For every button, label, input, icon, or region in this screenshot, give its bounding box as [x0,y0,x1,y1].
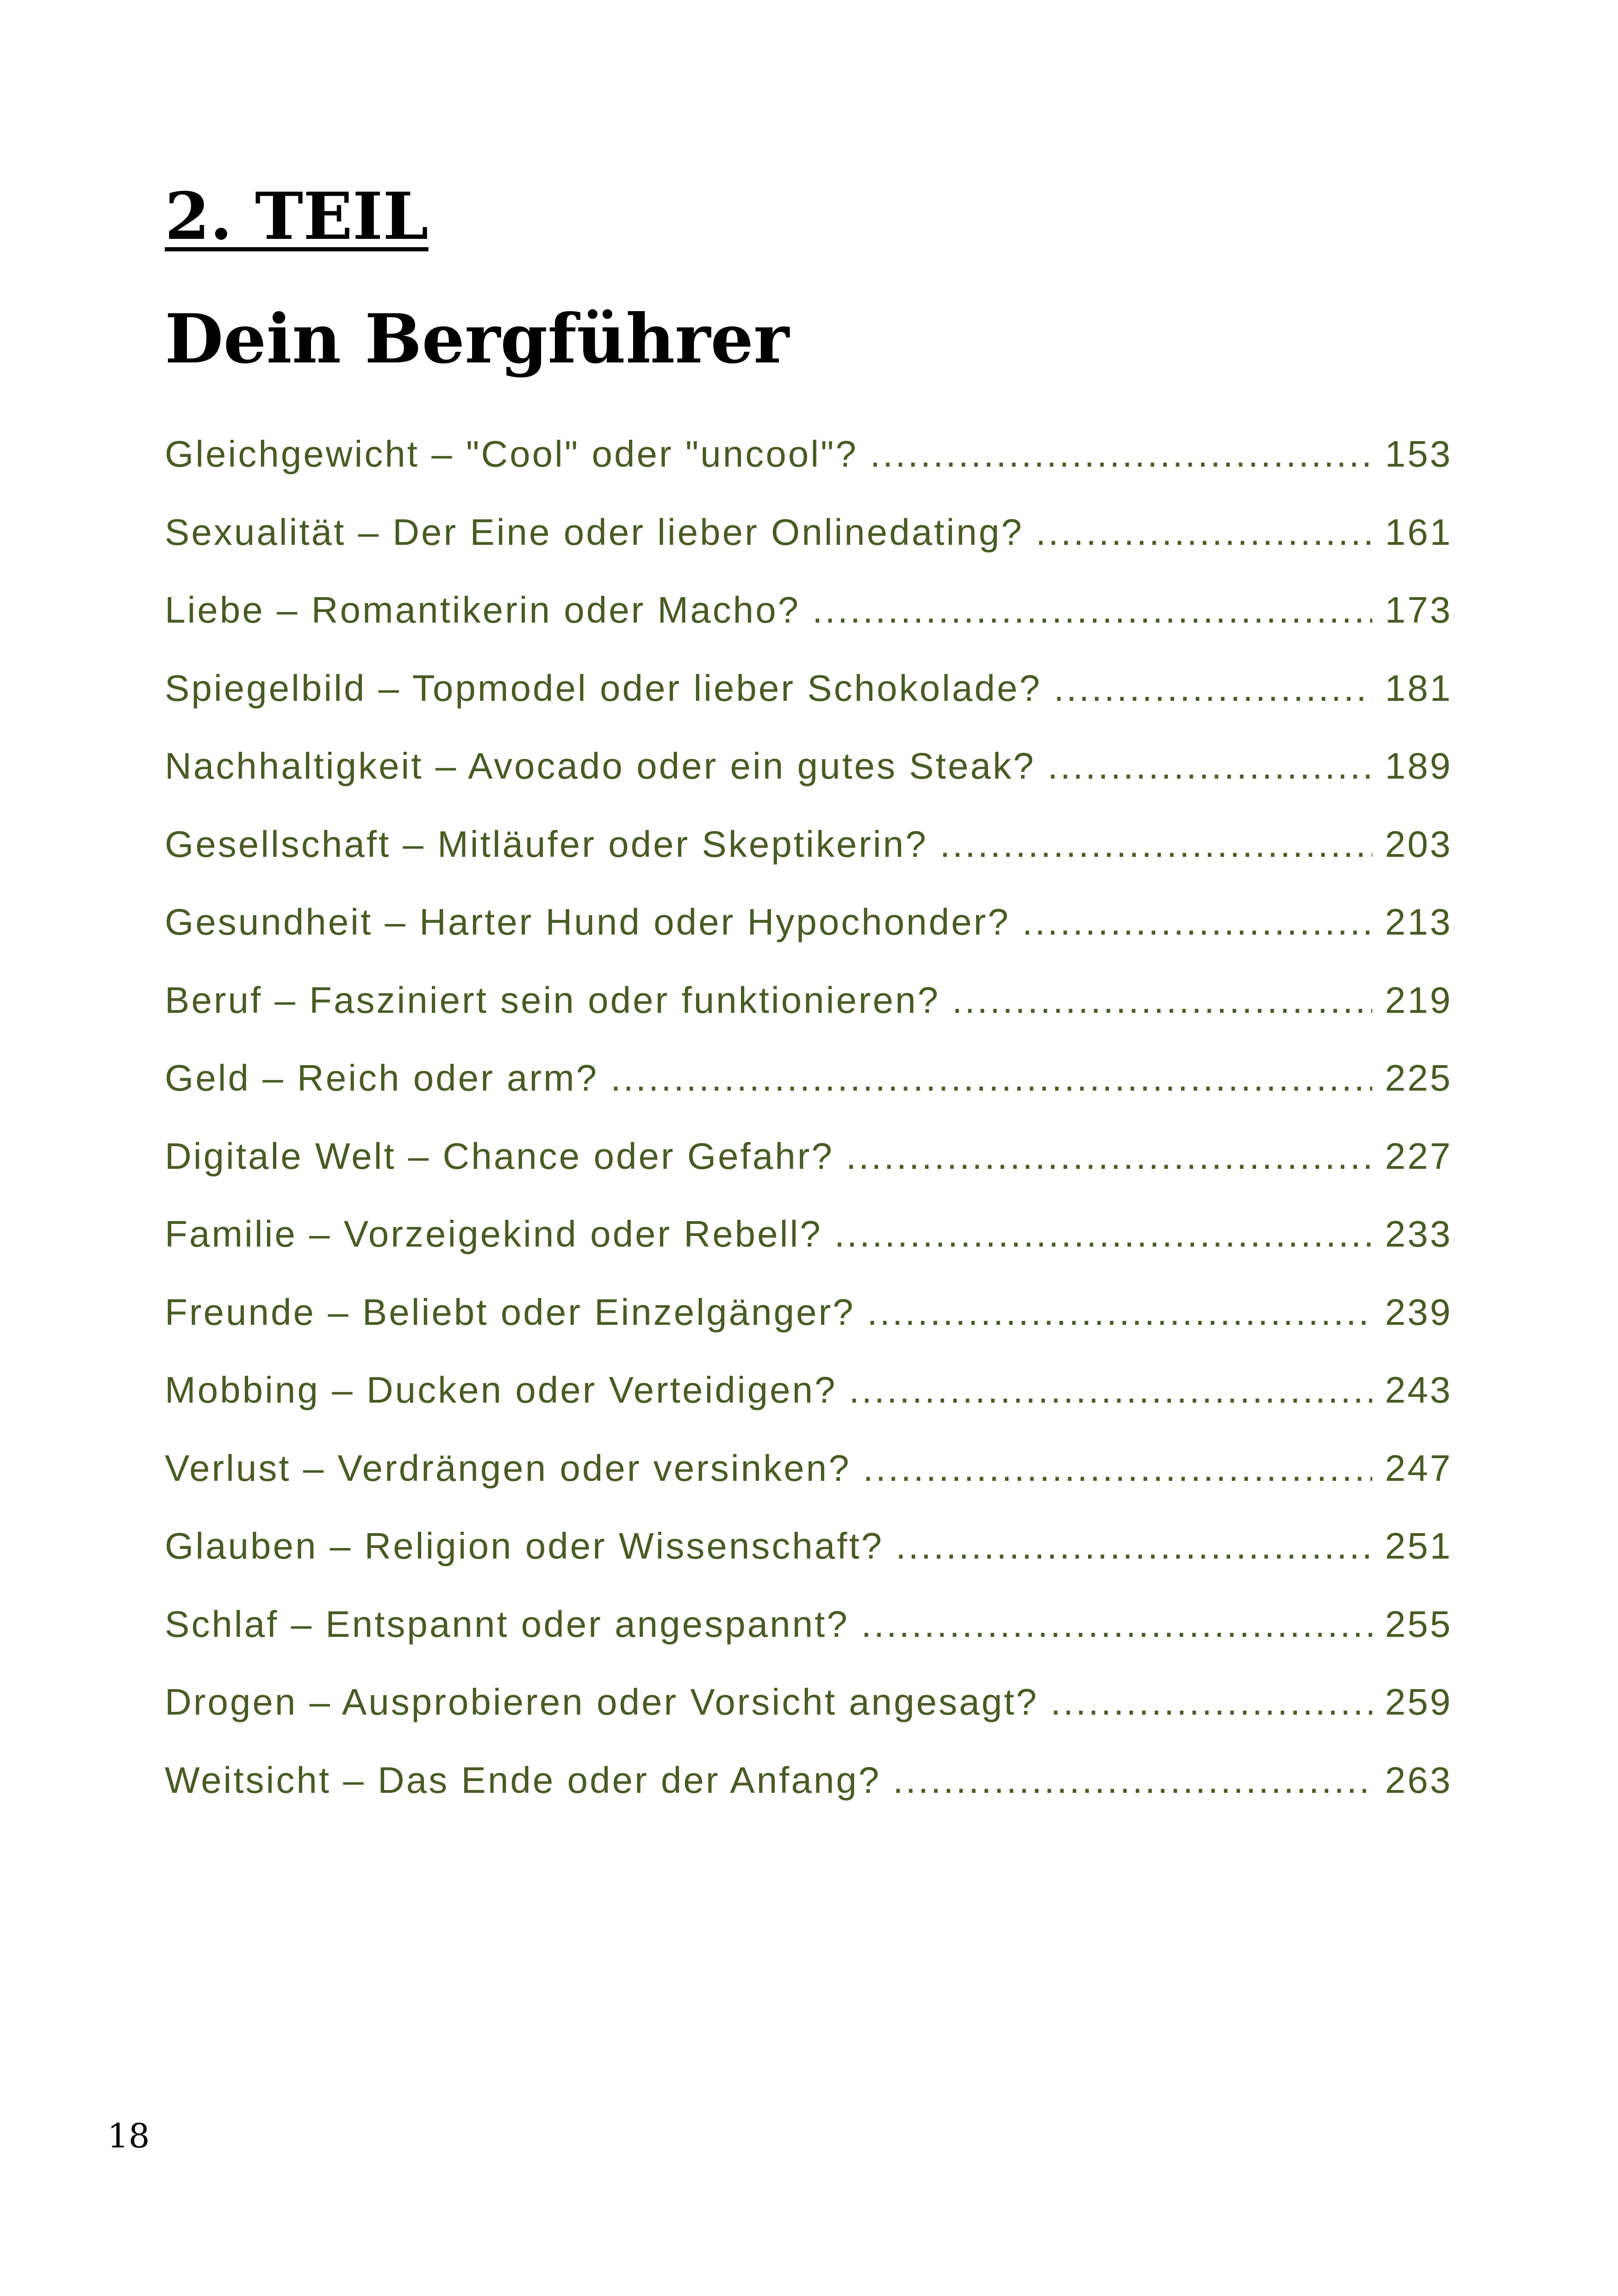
toc-entry[interactable] [165,901,1452,979]
toc-dot-leader [896,1525,1372,1567]
toc-entry-title: Drogen – Ausprobieren oder Vorsicht angesagt? [165,1681,1039,1722]
toc-entry-title: Gesellschaft – Mitläufer oder Skeptikerin? [165,823,928,865]
toc-entry-title: Gesundheit – Harter Hund oder Hypochonder? [165,901,1010,942]
toc-entry[interactable] [165,1369,1452,1447]
toc-entry[interactable] [165,1681,1452,1759]
toc-entry-title: Geld – Reich oder arm? [165,1057,599,1098]
toc-entry[interactable] [165,1525,1452,1603]
toc-entry-page: 213 [1385,901,1452,942]
toc-dot-leader [1022,901,1372,943]
toc-entry[interactable] [165,1057,1452,1135]
toc-entry[interactable] [165,433,1452,511]
toc-entry[interactable] [165,1759,1452,1837]
toc-entry[interactable] [165,667,1452,745]
toc-dot-leader [610,1057,1372,1099]
toc-entry[interactable] [165,823,1452,901]
toc-dot-leader [812,589,1372,631]
toc-entry-title: Verlust – Verdrängen oder versinken? [165,1447,851,1489]
toc-dot-leader [952,979,1372,1022]
toc-entry-page: 239 [1385,1291,1452,1333]
toc-entry[interactable] [165,511,1452,589]
toc-dot-leader [870,433,1372,475]
toc-entry[interactable] [165,589,1452,667]
section-heading: Dein Bergführer [165,299,790,379]
toc-entry-page: 259 [1385,1681,1452,1722]
toc-entry-page: 189 [1385,745,1452,786]
toc-entry-page: 233 [1385,1213,1452,1254]
toc-dot-leader [1051,1681,1372,1723]
table-of-contents [165,433,1452,1837]
toc-entry-title: Mobbing – Ducken oder Verteidigen? [165,1369,837,1410]
toc-entry-title: Familie – Vorzeigekind oder Rebell? [165,1213,822,1254]
toc-entry-title: Nachhaltigkeit – Avocado oder ein gutes Steak? [165,745,1036,786]
toc-dot-leader [940,823,1372,866]
toc-entry-page: 251 [1385,1525,1452,1566]
toc-entry-title: Weitsicht – Das Ende oder der Anfang? [165,1759,881,1801]
toc-entry-title: Liebe – Romantikerin oder Macho? [165,589,801,630]
toc-dot-leader [893,1759,1372,1802]
toc-entry-page: 263 [1385,1759,1452,1801]
toc-entry-title: Freunde – Beliebt oder Einzelgänger? [165,1291,855,1333]
toc-entry-title: Sexualität – Der Eine oder lieber Onlinedating? [165,511,1024,553]
toc-entry-page: 173 [1385,589,1452,630]
toc-entry-page: 153 [1385,433,1452,474]
page-number: 18 [107,2116,150,2155]
toc-entry[interactable] [165,1291,1452,1369]
toc-entry-title: Digitale Welt – Chance oder Gefahr? [165,1135,834,1177]
toc-dot-leader [861,1603,1372,1646]
toc-entry-title: Spiegelbild – Topmodel oder lieber Schokolade? [165,667,1042,709]
toc-dot-leader [1054,667,1372,710]
toc-entry-page: 203 [1385,823,1452,865]
toc-entry-page: 181 [1385,667,1452,709]
toc-entry-title: Gleichgewicht – "Cool" oder "uncool"? [165,433,858,474]
toc-dot-leader [1047,745,1372,787]
toc-entry[interactable] [165,1447,1452,1525]
toc-entry-page: 243 [1385,1369,1452,1410]
toc-entry[interactable] [165,1603,1452,1681]
toc-entry-page: 225 [1385,1057,1452,1098]
toc-entry-title: Schlaf – Entspannt oder angespannt? [165,1603,849,1645]
toc-dot-leader [867,1291,1372,1334]
toc-entry-page: 227 [1385,1135,1452,1177]
toc-entry-page: 219 [1385,979,1452,1021]
toc-dot-leader [863,1447,1372,1490]
toc-dot-leader [849,1369,1372,1411]
toc-entry-page: 247 [1385,1447,1452,1489]
toc-entry[interactable] [165,979,1452,1057]
toc-dot-leader [846,1135,1372,1178]
toc-dot-leader [834,1213,1372,1255]
toc-entry[interactable] [165,745,1452,823]
part-heading: 2. TEIL [165,179,429,255]
toc-entry-title: Glauben – Religion oder Wissenschaft? [165,1525,884,1566]
toc-entry-page: 161 [1385,511,1452,553]
toc-dot-leader [1036,511,1372,554]
toc-entry[interactable] [165,1213,1452,1291]
toc-entry-page: 255 [1385,1603,1452,1645]
toc-entry-title: Beruf – Fasziniert sein oder funktionieren? [165,979,940,1021]
toc-entry[interactable] [165,1135,1452,1213]
